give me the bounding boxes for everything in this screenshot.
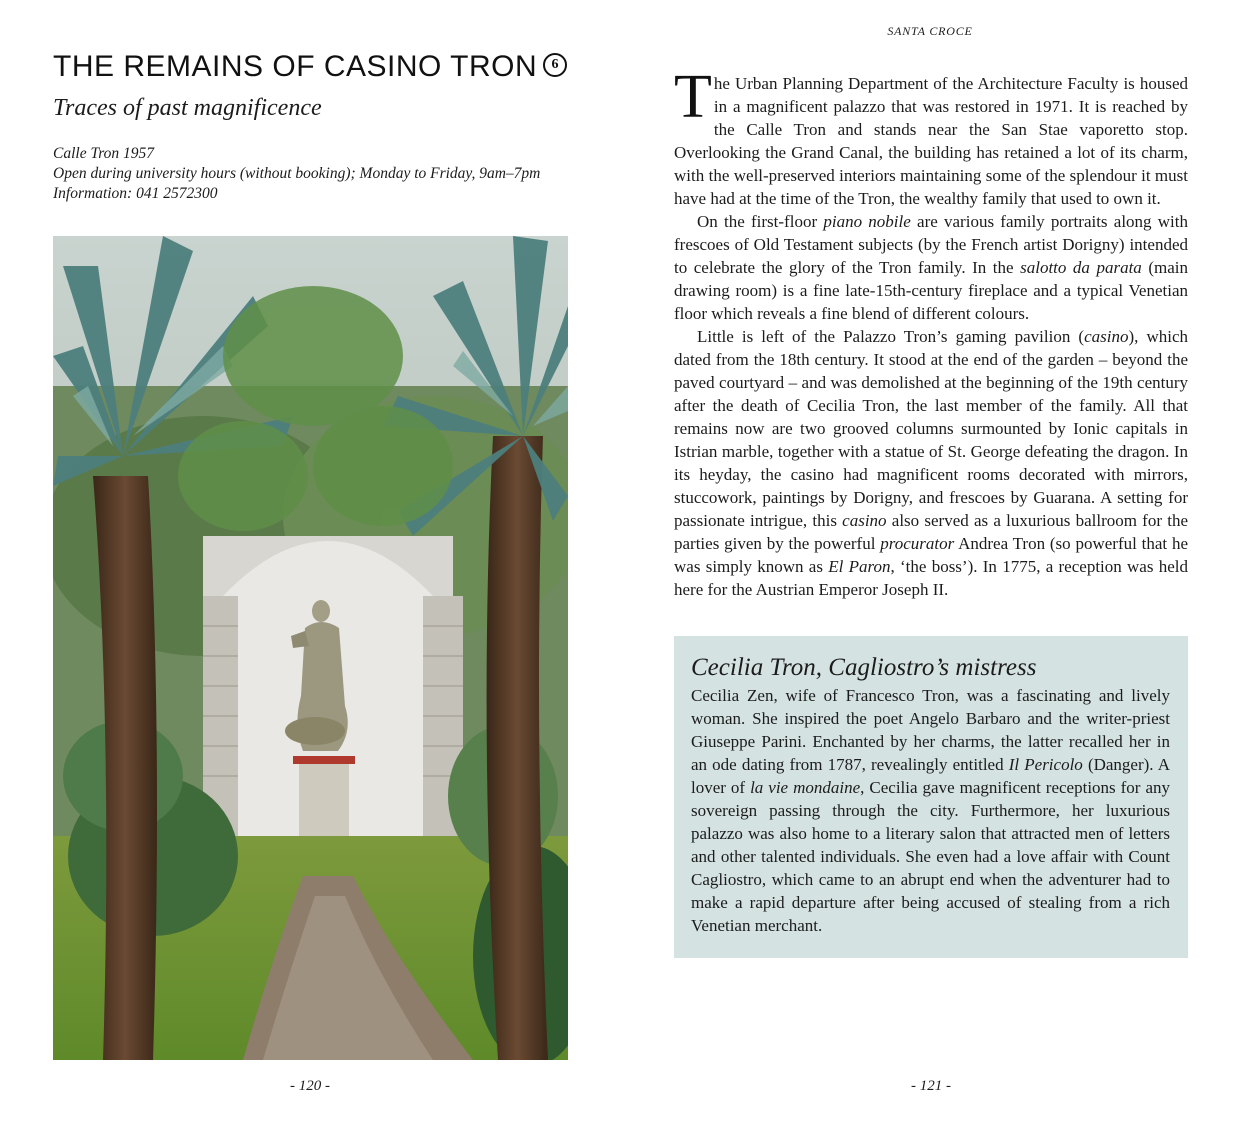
paragraph-text: he Urban Planning Department of the Architecture Faculty is housed in a magnificent palazzo that was restored in 1971. It is reached by the Calle Tron and stands near the San Stae vaporetto stop. Overlooking the Grand Canal, the building has retained a lot of its charm, with the well-preserved interiors maintaining some of the splendour it must have had at the time of the Tron, the wealthy family that used to own it. [674,74,1188,208]
drop-cap: T [674,63,712,131]
page-number-right: - 121 - [911,1078,951,1094]
body-paragraph-3: Little is left of the Palazzo Tron’s gaming pavilion (casino), which dated from the 18th century. It stood at the end of the garden – beyond the paved courtyard – and was demolished at the beginning of the 19th century after the death of Cecilia Tron, the last member of the family. All that remains now are two grooved columns surmounted by Ionic capitals in Istrian marble, together with a statue of St. George defeating the dragon. In its heyday, the casino had magnificent rooms decorated with mirrors, stuccowork, paintings by Dorigny, and frescoes by Guarana. A setting for passionate intrigue, this casino also served as a luxurious ballroom for the parties given by the powerful procurator Andrea Tron (so powerful that he was simply known as El Paron, ‘the boss’). In 1775, a reception was held here for the Austrian Emperor Joseph II. [674,327,1188,599]
article-title: THE REMAINS OF CASINO TRON [53,50,538,83]
address-line: Calle Tron 1957 [53,145,155,162]
italic-term: casino [1084,327,1129,346]
garden-statue-photo [53,236,568,1060]
site-number-badge: 6 [543,53,567,77]
practical-info [53,144,540,204]
right-page [620,0,1241,1123]
italic-term: salotto da parata [1020,258,1142,277]
sidebar-title: Cecilia Tron, Cagliostro’s mistress [691,654,1037,681]
running-head: SANTA CROCE [887,24,973,38]
body-paragraph-1 [674,63,1188,210]
italic-term: El Paron [828,557,891,576]
article-subtitle: Traces of past magnificence [53,95,322,121]
italic-term: piano nobile [823,212,911,231]
italic-term: casino [842,511,887,530]
italic-term: procurator [880,534,955,553]
information-phone-line: Information: 041 2572300 [53,185,218,202]
sidebar-box [674,636,1188,958]
article-body [674,63,1189,601]
page-number-left: - 120 - [290,1078,330,1094]
body-paragraph-2: On the first-floor piano nobile are various family portraits along with frescoes of Old Testament subjects (by the French artist Dorigny) intended to celebrate the glory of the Tron family. In the salotto da parata (main drawing room) is a fine late-15th-century fireplace and a typical Venetian floor which reveals a fine blend of different colours. [674,212,1189,323]
opening-hours-line: Open during university hours (without booking); Monday to Friday, 9am–7pm [53,165,541,182]
italic-term: Il Pericolo [1008,755,1083,774]
left-page [0,0,620,1123]
sidebar-text: Cecilia Zen, wife of Francesco Tron, was a fascinating and lively woman. She inspired the poet Angelo Barbaro and the writer-priest Giuseppe Parini. Enchanted by her charms, the latter recalled her in an ode dating from 1787, revealingly entitled Il Pericolo (Danger). A lover of la vie mondaine, Cecilia gave magnificent receptions for any sovereign passing through the city. Furthermore, her luxurious palazzo was also home to a literary salon that attracted men of letters and other talented individuals. She even had a love affair with Count Cagliostro, which came to an abrupt end when the adventurer had to make a rapid departure after being accused of stealing from a rich Venetian merchant. [691,686,1171,935]
italic-term: la vie mondaine [750,778,861,797]
